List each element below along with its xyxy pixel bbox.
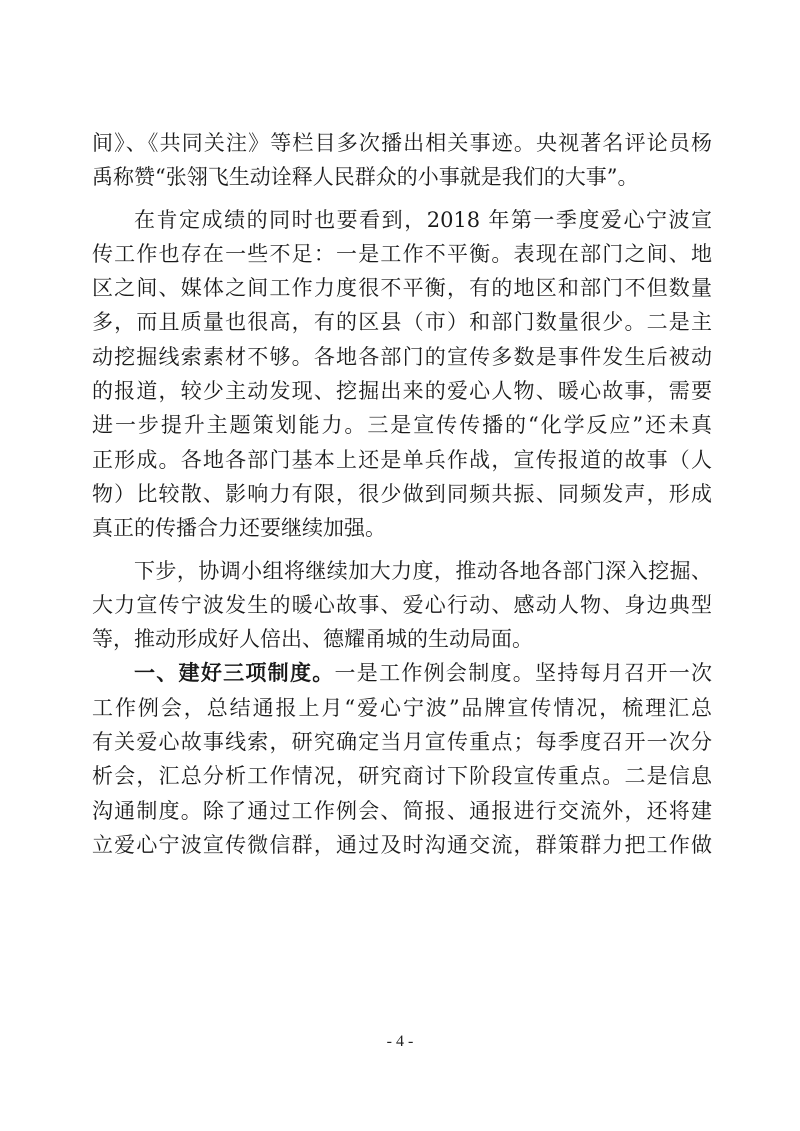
text-line: 多，而且质量也很高，有的区县（市）和部门数量很少。二是主	[92, 310, 712, 335]
page-number: - 4 -	[386, 1033, 414, 1050]
text-line: 动挖掘线索素材不够。各地各部门的宣传多数是事件发生后被动	[92, 344, 712, 369]
text-line: 工作例会，总结通报上月“爱心宁波”品牌宣传情况，梳理汇总	[92, 695, 712, 720]
text-line: 物）比较散、影响力有限，很少做到同频共振、同频发声，形成	[92, 481, 712, 506]
text-line: 区之间、媒体之间工作力度很不平衡，有的地区和部门不但数量	[92, 276, 712, 301]
text-line: 等，推动形成好人倍出、德耀甬城的生动局面。	[92, 627, 533, 652]
text-line: 进一步提升主题策划能力。三是宣传传播的“化学反应”还未真	[92, 413, 712, 438]
text-line: 传工作也存在一些不足：一是工作不平衡。表现在部门之间、地	[92, 241, 712, 266]
body-text	[92, 126, 712, 862]
text-line: 析会，汇总分析工作情况，研究商讨下阶段宣传重点。二是信息	[92, 764, 712, 789]
text-run: 一是工作例会制度。坚持每月召开一次	[334, 661, 712, 686]
text-line: 禹称赞“张翎飞生动诠释人民群众的小事就是我们的大事”。	[92, 165, 639, 190]
section-heading: 一、建好三项制度。	[134, 660, 335, 686]
paragraph-4	[92, 656, 712, 862]
text-line: 在肯定成绩的同时也要看到，2018 年第一季度爱心宁波宣	[134, 207, 712, 232]
text-line	[92, 656, 712, 690]
paragraph-1	[92, 126, 712, 195]
text-line: 正形成。各地各部门基本上还是单兵作战，宣传报道的故事（人	[92, 447, 712, 472]
paragraph-3	[92, 554, 712, 657]
text-line: 真正的传播合力还要继续加强。	[92, 516, 386, 541]
text-line: 的报道，较少主动发现、挖掘出来的爱心人物、暖心故事，需要	[92, 379, 712, 404]
paragraph-2	[92, 203, 712, 546]
text-line: 间》、《共同关注》等栏目多次播出相关事迹。央视著名评论员杨	[92, 131, 712, 155]
text-line: 有关爱心故事线索，研究确定当月宣传重点；每季度召开一次分	[92, 730, 712, 755]
text-line: 大力宣传宁波发生的暖心故事、爱心行动、感动人物、身边典型	[92, 592, 712, 617]
text-line: 下步，协调小组将继续加大力度，推动各地各部门深入挖掘、	[134, 558, 712, 583]
text-line: 立爱心宁波宣传微信群，通过及时沟通交流，群策群力把工作做	[92, 832, 712, 857]
text-line: 沟通制度。除了通过工作例会、简报、通报进行交流外，还将建	[92, 798, 712, 823]
